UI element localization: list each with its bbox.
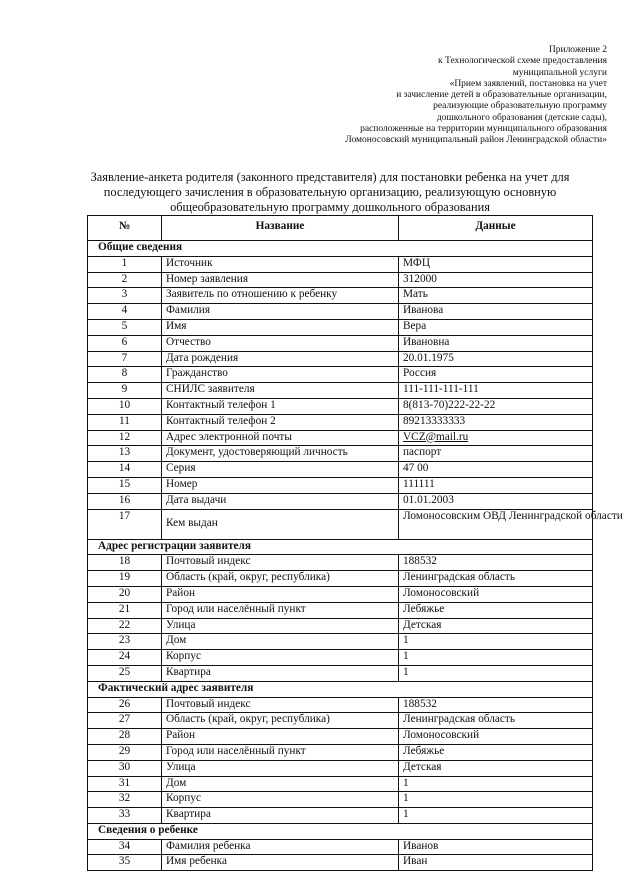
- row-number: 15: [88, 477, 162, 493]
- row-number: 10: [88, 398, 162, 414]
- row-name: Кем выдан: [162, 509, 399, 539]
- appendix-line: и зачисление детей в образовательные организации,: [396, 90, 607, 101]
- title-line: общеобразовательную программу дошкольного образования: [170, 200, 490, 214]
- row-name: Источник: [162, 256, 399, 272]
- table-row: [88, 808, 593, 824]
- row-number: 13: [88, 446, 162, 462]
- row-value: 1: [399, 792, 593, 808]
- row-name: Район: [162, 586, 399, 602]
- table-row: [88, 351, 593, 367]
- row-number: 8: [88, 367, 162, 383]
- section-title: Сведения о ребенке: [88, 823, 593, 839]
- row-number: 16: [88, 493, 162, 509]
- appendix-line: дошкольного образования (детские сады),: [436, 112, 607, 123]
- table-row: [88, 398, 593, 414]
- row-name: Отчество: [162, 335, 399, 351]
- table-row: [88, 430, 593, 446]
- section-row: [88, 681, 593, 697]
- table-row: [88, 509, 593, 539]
- row-value: 188532: [399, 555, 593, 571]
- row-name: Серия: [162, 462, 399, 478]
- row-value: Иванова: [399, 304, 593, 320]
- row-value: Россия: [399, 367, 593, 383]
- row-name: Номер заявления: [162, 272, 399, 288]
- row-value: Мать: [399, 288, 593, 304]
- table-row: [88, 602, 593, 618]
- header-name: Название: [162, 216, 399, 241]
- row-name: Почтовый индекс: [162, 555, 399, 571]
- row-name: Имя: [162, 319, 399, 335]
- table-header-row: [88, 216, 593, 241]
- table-row: [88, 618, 593, 634]
- row-number: 33: [88, 808, 162, 824]
- row-number: 35: [88, 855, 162, 871]
- table-row: [88, 634, 593, 650]
- table-row: [88, 729, 593, 745]
- row-number: 32: [88, 792, 162, 808]
- row-number: 28: [88, 729, 162, 745]
- appendix-line: расположенные на территории муниципального образования: [360, 124, 607, 135]
- row-name: Улица: [162, 618, 399, 634]
- row-value: 8(813-70)222-22-22: [399, 398, 593, 414]
- row-number: 17: [88, 509, 162, 539]
- row-name: Фамилия ребенка: [162, 839, 399, 855]
- row-number: 2: [88, 272, 162, 288]
- row-value: Лебяжье: [399, 744, 593, 760]
- row-name: Город или населённый пункт: [162, 602, 399, 618]
- row-name: Дом: [162, 776, 399, 792]
- row-name: Область (край, округ, республика): [162, 571, 399, 587]
- row-name: Область (край, округ, республика): [162, 713, 399, 729]
- table-row: [88, 462, 593, 478]
- row-number: 20: [88, 586, 162, 602]
- row-value: 1: [399, 776, 593, 792]
- document-title: [60, 170, 600, 215]
- form-table-body: [88, 216, 623, 871]
- appendix-line: к Технологической схеме предоставления: [438, 56, 607, 67]
- table-row: [88, 493, 593, 509]
- row-name: Улица: [162, 760, 399, 776]
- row-name: Корпус: [162, 650, 399, 666]
- row-name: Район: [162, 729, 399, 745]
- table-row: [88, 792, 593, 808]
- table-row: [88, 367, 593, 383]
- table-row: [88, 760, 593, 776]
- row-value: Ленинградская область: [399, 571, 593, 587]
- header-data: Данные: [399, 216, 593, 241]
- title-line: последующего зачисления в образовательную организацию, реализующую основную: [103, 185, 557, 199]
- section-title: Фактический адрес заявителя: [88, 681, 593, 697]
- row-name: Адрес электронной почты: [162, 430, 399, 446]
- row-number: 18: [88, 555, 162, 571]
- table-row: [88, 304, 593, 320]
- header-number: №: [88, 216, 162, 241]
- section-title: Адрес регистрации заявителя: [88, 539, 593, 555]
- section-row: [88, 539, 593, 555]
- row-name: Квартира: [162, 808, 399, 824]
- row-number: 25: [88, 665, 162, 681]
- row-number: 26: [88, 697, 162, 713]
- row-name: Заявитель по отношению к ребенку: [162, 288, 399, 304]
- appendix-line: Приложение 2: [548, 45, 607, 55]
- row-number: 7: [88, 351, 162, 367]
- row-number: 4: [88, 304, 162, 320]
- title-line: Заявление-анкета родителя (законного представителя) для постановки ребенка на учет для: [90, 170, 570, 184]
- row-name: Почтовый индекс: [162, 697, 399, 713]
- row-name: Город или населённый пункт: [162, 744, 399, 760]
- row-value: 20.01.1975: [399, 351, 593, 367]
- appendix-line: муниципальной услуги: [512, 67, 607, 78]
- row-value: 1: [399, 665, 593, 681]
- table-row: [88, 446, 593, 462]
- table-row: [88, 697, 593, 713]
- row-name: Гражданство: [162, 367, 399, 383]
- row-name: Документ, удостоверяющий личность: [162, 446, 399, 462]
- row-name: Дата выдачи: [162, 493, 399, 509]
- row-number: 9: [88, 383, 162, 399]
- row-value: Ломоносовский: [399, 586, 593, 602]
- table-row: [88, 272, 593, 288]
- row-number: 22: [88, 618, 162, 634]
- row-value: Детская: [399, 760, 593, 776]
- table-row: [88, 839, 593, 855]
- row-value: 111-111-111-111: [399, 383, 593, 399]
- row-value: 1: [399, 808, 593, 824]
- row-value: Вера: [399, 319, 593, 335]
- row-value: 188532: [399, 697, 593, 713]
- row-number: 3: [88, 288, 162, 304]
- section-title: Общие сведения: [88, 241, 593, 257]
- row-value: 1: [399, 650, 593, 666]
- table-row: [88, 744, 593, 760]
- row-value: 1: [399, 634, 593, 650]
- table-row: [88, 776, 593, 792]
- row-value: Детская: [399, 618, 593, 634]
- table-row: [88, 665, 593, 681]
- appendix-note: [277, 45, 607, 147]
- row-value: 89213333333: [399, 414, 593, 430]
- row-value: 47 00: [399, 462, 593, 478]
- appendix-line: Ломоносовский муниципальный район Ленинградской области»: [345, 135, 607, 146]
- table-row: [88, 414, 593, 430]
- row-number: 12: [88, 430, 162, 446]
- row-value: Ломоносовским ОВД Ленинградской области: [399, 509, 593, 539]
- table-row: [88, 335, 593, 351]
- table-row: [88, 855, 593, 871]
- table-row: [88, 650, 593, 666]
- table-row: [88, 571, 593, 587]
- row-value: Ломоносовский: [399, 729, 593, 745]
- row-value: Лебяжье: [399, 602, 593, 618]
- row-name: Имя ребенка: [162, 855, 399, 871]
- row-number: 34: [88, 839, 162, 855]
- row-name: Корпус: [162, 792, 399, 808]
- row-name: Контактный телефон 1: [162, 398, 399, 414]
- application-form-table: [87, 215, 623, 871]
- row-number: 27: [88, 713, 162, 729]
- row-name: Квартира: [162, 665, 399, 681]
- row-value: 01.01.2003: [399, 493, 593, 509]
- section-row: [88, 241, 593, 257]
- row-value: Ленинградская область: [399, 713, 593, 729]
- row-name: СНИЛС заявителя: [162, 383, 399, 399]
- row-number: 29: [88, 744, 162, 760]
- table-row: [88, 555, 593, 571]
- row-number: 11: [88, 414, 162, 430]
- row-value: МФЦ: [399, 256, 593, 272]
- appendix-line: реализующие образовательную программу: [433, 101, 607, 112]
- row-name: Контактный телефон 2: [162, 414, 399, 430]
- table-row: [88, 477, 593, 493]
- appendix-line: «Прием заявлений, постановка на учет: [449, 78, 607, 89]
- row-number: 5: [88, 319, 162, 335]
- table-row: [88, 586, 593, 602]
- row-number: 6: [88, 335, 162, 351]
- section-row: [88, 823, 593, 839]
- row-value: 312000: [399, 272, 593, 288]
- row-number: 21: [88, 602, 162, 618]
- table-row: [88, 319, 593, 335]
- row-number: 1: [88, 256, 162, 272]
- row-name: Номер: [162, 477, 399, 493]
- row-number: 30: [88, 760, 162, 776]
- row-value: Ивановна: [399, 335, 593, 351]
- table-row: [88, 383, 593, 399]
- row-number: 24: [88, 650, 162, 666]
- table-row: [88, 288, 593, 304]
- row-name: Фамилия: [162, 304, 399, 320]
- row-number: 14: [88, 462, 162, 478]
- email-link[interactable]: VCZ@mail.ru: [399, 430, 593, 446]
- row-name: Дата рождения: [162, 351, 399, 367]
- row-value: Иван: [399, 855, 593, 871]
- row-number: 19: [88, 571, 162, 587]
- row-number: 23: [88, 634, 162, 650]
- row-value: паспорт: [399, 446, 593, 462]
- table-row: [88, 713, 593, 729]
- row-number: 31: [88, 776, 162, 792]
- row-name: Дом: [162, 634, 399, 650]
- table-row: [88, 256, 593, 272]
- row-value: 111111: [399, 477, 593, 493]
- row-value: Иванов: [399, 839, 593, 855]
